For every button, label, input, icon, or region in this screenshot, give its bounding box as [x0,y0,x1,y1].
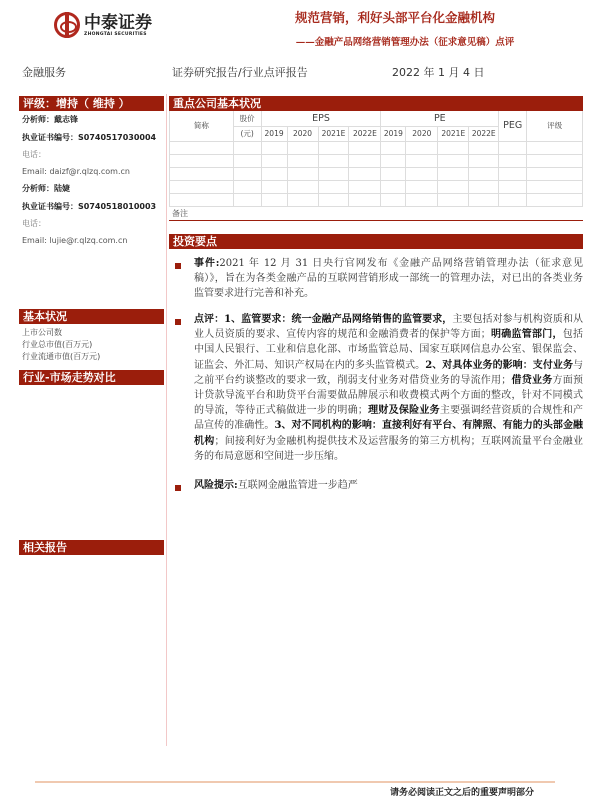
header-peg: PEG [499,111,527,141]
analyst-name: 陆婕 [54,184,70,193]
trend-bar: 行业-市场走势对比 [19,370,164,385]
bullet-icon [175,485,181,491]
email-link[interactable]: lujie@r.qlzq.com.cn [49,236,128,245]
footer-disclaimer: 请务必阅读正文之后的重要声明部分 [390,788,535,798]
logo-text-en: ZHONGTAI SECURITIES [84,31,147,37]
header-year: 2019 [381,126,406,141]
analyst-info [22,115,167,253]
phone-label: 电话： [22,219,46,228]
phone-label: 电话： [22,150,46,159]
bold-text: 借贷业务 [511,374,553,386]
text: 互联网金融监管进一步趋严 [237,480,358,491]
text: 主要包括对参与机构资质和从业人员资质的要求、宣传内容的规范和金融消费者的保护等方面； [194,314,584,341]
header-price-unit: (元) [233,126,261,141]
bold-label: 风险提示: [194,480,238,491]
text: 包括中国人民银行、工业和信息化部、市场监管总局、国家互联网信息办公室、银保监会、证监会、外汇局、知识产权局在内的多头监管模式。 [194,329,584,371]
rating-bar: 评级：增持（ 维持 ） [19,96,164,111]
table-row [170,180,583,193]
label: 分析师： [22,184,54,193]
text: 2021 年 12 月 31 日央行官网发布《金融产品网络营销管理办法（征求意见稿）》，旨在为各类金融产品的互联网营销形成一部统一的管理办法，对已出的各类业务监管要求进行完善和补充。 [194,258,583,300]
event-paragraph [194,256,583,302]
comment-paragraph [194,312,583,464]
table-row [170,193,583,206]
basic-item: 行业总市值(百万元) [22,340,93,349]
report-type: 证券研究报告/行业点评报告 [172,66,308,79]
header-pe: PE [381,111,499,126]
header-price: 股价 [233,111,261,126]
bullet-icon [175,319,181,325]
company-logo [54,12,152,38]
report-subtitle: ——金融产品网络营销管理办法（征求意见稿）点评 [295,37,515,48]
label: Email: [22,167,47,176]
bold-text: 明确监管部门， [490,329,563,341]
label: Email: [22,236,47,245]
header-year: 2022E [349,126,381,141]
bold-label: 事件: [194,258,220,269]
invest-highlights-bar: 投资要点 [169,234,583,249]
header-year: 2021E [438,126,469,141]
cert-number: S0740517030004 [78,133,157,142]
logo-icon [54,12,80,38]
basic-status-list [22,327,100,363]
table-bottom-rule [169,220,583,221]
bold-text: 理财及保险业务 [367,405,440,417]
email-link[interactable]: daizf@r.qlzq.com.cn [49,167,130,176]
header-year: 2020 [406,126,438,141]
text: ；间接利好为金融机构提供技术及运营服务的第三方机构；互联网流量平台金融业务的布局意愿和空间进一步压缩。 [194,435,584,462]
bold-text: 3、对不同机构的影响：直接利好有平台、有牌照、有能力的头部金融机构 [194,420,583,447]
risk-paragraph [194,478,583,493]
label: 分析师： [22,115,54,124]
basic-item: 行业流通市值(百万元) [22,352,101,361]
bold-text: 点评：1、监管要求：统一金融产品网络销售的监管要求， [194,314,453,325]
header-year: 2022E [469,126,499,141]
text: 主要强调经营资质的合规性和产品宣传的准确性。 [194,405,584,432]
footer-rule [35,781,555,783]
sector: 金融服务 [22,66,66,79]
text: 方面预计贷款导流平台和助贷平台需要做品牌展示和收费模式两个方面的整改，针对不同模式的导流，等待正式稿做进一步的明确； [194,374,584,417]
report-title: 规范营销，利好头部平台化金融机构 [294,10,495,25]
report-date: 2022 年 1 月 4 日 [392,66,485,79]
header-year: 2020 [287,126,318,141]
logo-text: 中泰证券 [84,12,152,33]
label: 执业证书编号： [22,133,78,142]
table-row [170,141,583,154]
basic-status-bar: 基本状况 [19,309,164,324]
header-year: 2019 [261,126,287,141]
cert-number: S0740518010003 [78,202,157,211]
key-companies-table [169,111,583,207]
table-row [170,154,583,167]
basic-item: 上市公司数 [22,328,62,337]
table-row [170,167,583,180]
header-eps: EPS [261,111,381,126]
label: 执业证书编号： [22,202,78,211]
table-title-bar: 重点公司基本状况 [169,96,583,111]
text: 与之前平台约谈整改的要求一致，削弱支付业务对借贷业务的导流作用； [194,359,583,386]
related-reports-bar: 相关报告 [19,540,164,555]
header-year: 2021E [318,126,349,141]
header-name: 简称 [170,111,234,141]
table-note: 备注 [172,209,188,218]
bold-text: 2、对具体业务的影响：支付业务 [425,359,573,371]
analyst-name: 戴志锋 [54,115,78,124]
header-rating: 评级 [527,111,583,141]
bullet-icon [175,263,181,269]
